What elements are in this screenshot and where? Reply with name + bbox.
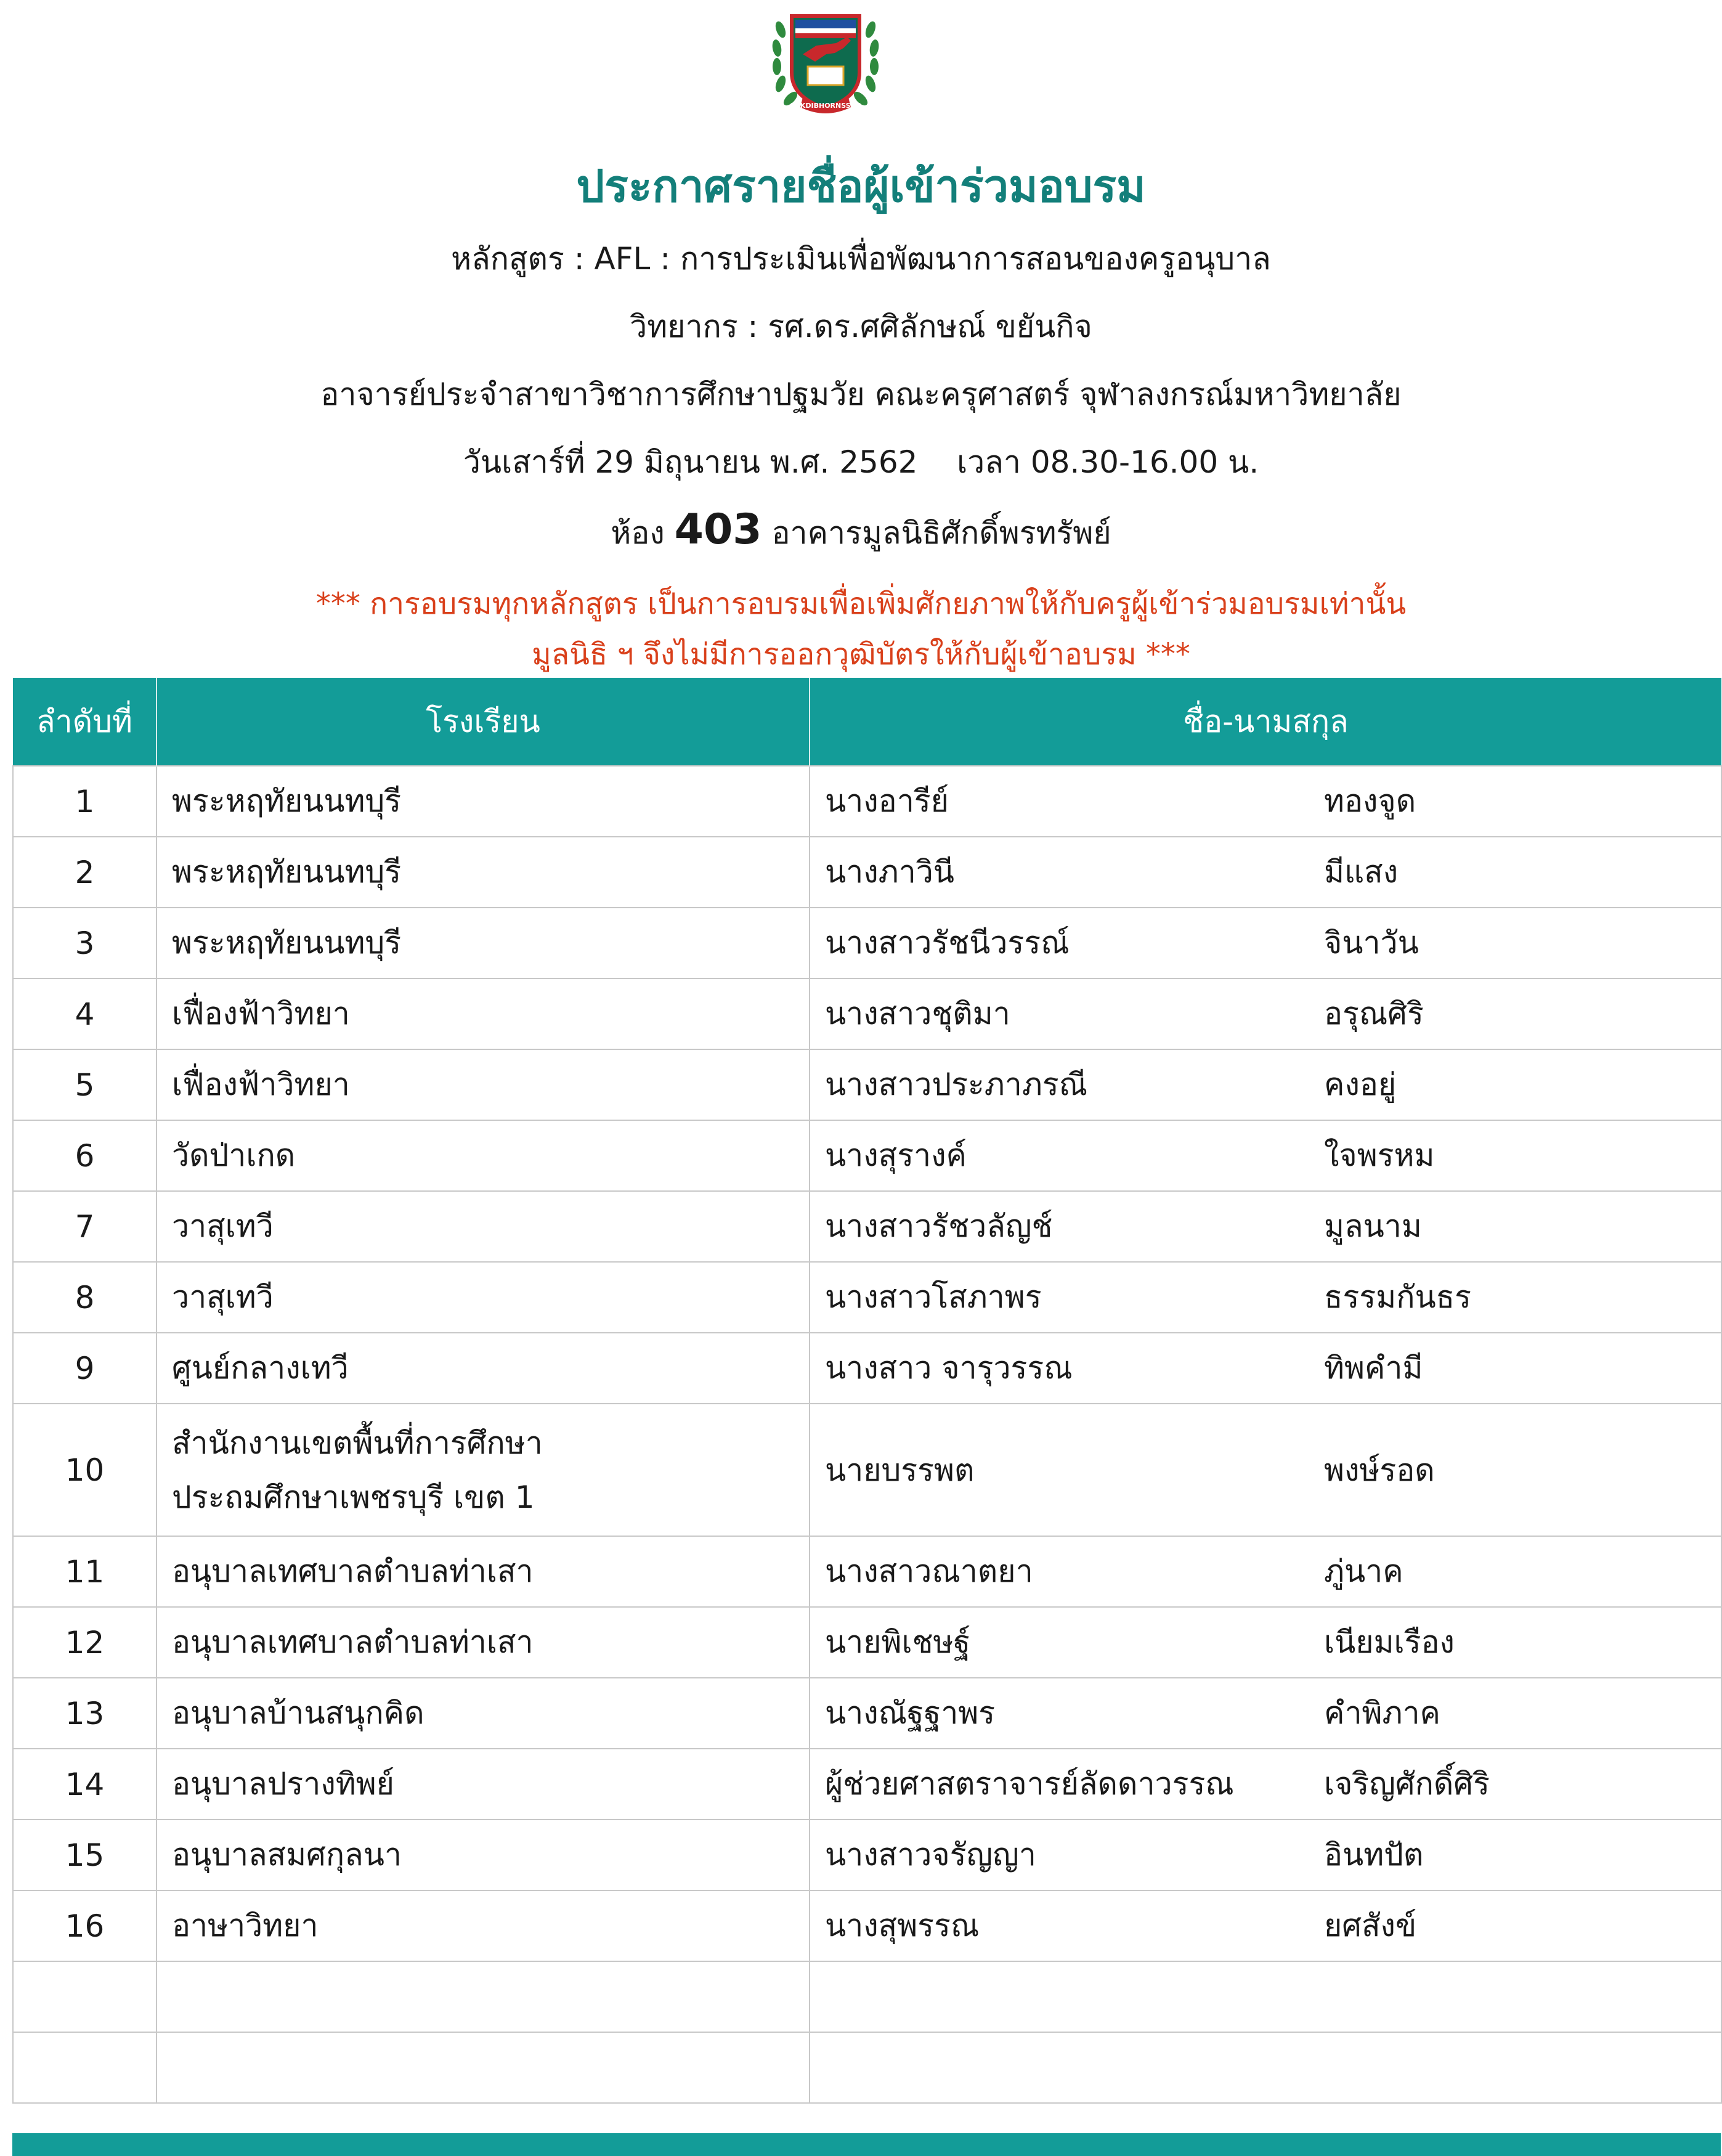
book-icon xyxy=(808,67,843,85)
name-cell xyxy=(810,1049,1721,1120)
table-row xyxy=(13,1536,1721,1607)
first-name: นางสาวโสภาพร xyxy=(825,1279,1042,1315)
empty-row xyxy=(13,1961,1721,2032)
first-name: นางสาวรัชวลัญช์ xyxy=(825,1208,1053,1244)
school-cell: พระหฤทัยนนทบุรี xyxy=(156,908,810,978)
name-cell xyxy=(810,908,1721,978)
last-name: อรุณศิริ xyxy=(1324,996,1424,1031)
affiliation-line: อาจารย์ประจำสาขาวิชาการศึกษาปฐมวัย คณะครุศาสตร์ จุฬาลงกรณ์มหาวิทยาลัย xyxy=(320,376,1402,412)
last-name: มูลนาม xyxy=(1324,1208,1422,1244)
speaker-line: วิทยากร : รศ.ดร.ศศิลักษณ์ ขยันกิจ xyxy=(630,309,1092,344)
last-name: คำพิภาค xyxy=(1324,1695,1440,1731)
notice-line-2: มูลนิธิ ฯ จึงไม่มีการออกวุฒิบัตรให้กับผู้เข้าอบรม *** xyxy=(532,637,1190,672)
row-number: 7 xyxy=(13,1191,156,1262)
row-number: 1 xyxy=(13,766,156,837)
first-name: นางสาวจรัญญา xyxy=(825,1837,1036,1873)
empty-cell xyxy=(156,1961,810,2032)
room-line xyxy=(0,496,1722,564)
first-name: นางอารีย์ xyxy=(825,783,949,819)
empty-row xyxy=(13,2032,1721,2103)
name-cell xyxy=(810,1333,1721,1404)
first-name: นางสุพรรณ xyxy=(825,1908,980,1943)
school-cell: เฟื่องฟ้าวิทยา xyxy=(156,1049,810,1120)
table-row xyxy=(13,1749,1721,1820)
last-name: อินทปัต xyxy=(1324,1837,1424,1873)
school-cell: อนุบาลปรางทิพย์ xyxy=(156,1749,810,1820)
announcement-header xyxy=(0,142,1722,680)
column-header-school: โรงเรียน xyxy=(156,678,810,766)
school-cell: พระหฤทัยนนทบุรี xyxy=(156,766,810,837)
logo-text: SAKDIBHORNSSUP xyxy=(790,102,861,110)
row-number: 2 xyxy=(13,837,156,908)
name-cell xyxy=(810,1191,1721,1262)
first-name: ผู้ช่วยศาสตราจารย์ลัดดาวรรณ xyxy=(825,1766,1234,1802)
name-cell xyxy=(810,837,1721,908)
school-cell xyxy=(156,1404,810,1536)
empty-cell xyxy=(13,2032,156,2103)
name-cell xyxy=(810,1262,1721,1333)
first-name: นางณัฐฐาพร xyxy=(825,1695,996,1731)
name-cell xyxy=(810,766,1721,837)
row-number: 5 xyxy=(13,1049,156,1120)
first-name: นางภาวินี xyxy=(825,854,954,890)
name-cell xyxy=(810,1749,1721,1820)
row-number: 13 xyxy=(13,1678,156,1749)
row-number: 12 xyxy=(13,1607,156,1678)
school-cell: วาสุเทวี xyxy=(156,1262,810,1333)
name-cell xyxy=(810,1820,1721,1890)
page-title: ประกาศรายชื่อผู้เข้าร่วมอบรม xyxy=(576,160,1146,212)
empty-cell xyxy=(13,1961,156,2032)
first-name: นางสาวณาตยา xyxy=(825,1553,1033,1589)
name-cell xyxy=(810,1890,1721,1961)
table-row xyxy=(13,766,1721,837)
table-row xyxy=(13,1120,1721,1191)
last-name: ยศสังข์ xyxy=(1324,1908,1417,1943)
column-header-name: ชื่อ-นามสกุล xyxy=(810,678,1721,766)
first-name: นางสาวรัชนีวรรณ์ xyxy=(825,925,1070,961)
last-name: คงอยู่ xyxy=(1324,1067,1397,1102)
room-prefix: ห้อง xyxy=(611,515,665,551)
name-cell xyxy=(810,1607,1721,1678)
last-name: ทองจูด xyxy=(1324,783,1416,819)
school-cell: อาษาวิทยา xyxy=(156,1890,810,1961)
foundation-logo xyxy=(767,5,884,122)
table-row xyxy=(13,837,1721,908)
last-name: ภู่นาค xyxy=(1324,1553,1403,1589)
empty-cell xyxy=(156,2032,810,2103)
participant-table xyxy=(12,678,1722,2104)
empty-cell xyxy=(810,2032,1721,2103)
table-row xyxy=(13,978,1721,1049)
row-number: 3 xyxy=(13,908,156,978)
row-number: 14 xyxy=(13,1749,156,1820)
school-line-1: สำนักงานเขตพื้นที่การศึกษา xyxy=(172,1425,543,1461)
table-row xyxy=(13,1404,1721,1536)
table-row xyxy=(13,908,1721,978)
first-name: นายพิเชษฐ์ xyxy=(825,1624,971,1660)
first-name: นางสุรางค์ xyxy=(825,1137,967,1173)
school-cell: วาสุเทวี xyxy=(156,1191,810,1262)
row-number: 16 xyxy=(13,1890,156,1961)
first-name: นายบรรพต xyxy=(825,1452,975,1488)
table-row xyxy=(13,1333,1721,1404)
row-number: 9 xyxy=(13,1333,156,1404)
last-name: ใจพรหม xyxy=(1324,1137,1435,1173)
school-line-2: ประถมศึกษาเพชรบุรี เขต 1 xyxy=(172,1479,535,1515)
first-name: นางสาวประภาภรณี xyxy=(825,1067,1088,1102)
last-name: ธรรมกันธร xyxy=(1324,1279,1472,1315)
table-row xyxy=(13,1049,1721,1120)
last-name: จินาวัน xyxy=(1324,925,1419,961)
last-name: ทิพคำมี xyxy=(1324,1350,1423,1386)
school-cell: วัดป่าเกด xyxy=(156,1120,810,1191)
first-name: นางสาว จารุวรรณ xyxy=(825,1350,1073,1386)
school-cell: ศูนย์กลางเทวี xyxy=(156,1333,810,1404)
school-cell: อนุบาลเทศบาลตำบลท่าเสา xyxy=(156,1536,810,1607)
table-row xyxy=(13,1191,1721,1262)
name-cell xyxy=(810,978,1721,1049)
room-number: 403 xyxy=(674,505,762,554)
row-number: 4 xyxy=(13,978,156,1049)
row-number: 15 xyxy=(13,1820,156,1890)
school-cell: อนุบาลเทศบาลตำบลท่าเสา xyxy=(156,1607,810,1678)
date-time-line: วันเสาร์ที่ 29 มิถุนายน พ.ศ. 2562 เวลา 08.30-16.00 น. xyxy=(463,444,1259,480)
last-name: เนียมเรือง xyxy=(1324,1624,1455,1660)
name-cell xyxy=(810,1120,1721,1191)
notice-line-1: *** การอบรมทุกหลักสูตร เป็นการอบรมเพื่อเพิ่มศักยภาพให้กับครูผู้เข้าร่วมอบรมเท่านั้น xyxy=(315,587,1407,621)
last-name: มีแสง xyxy=(1324,854,1399,890)
name-cell xyxy=(810,1678,1721,1749)
table-row xyxy=(13,1678,1721,1749)
school-cell: อนุบาลสมศกุลนา xyxy=(156,1820,810,1890)
course-line: หลักสูตร : AFL : การประเมินเพื่อพัฒนาการสอนของครูอนุบาล xyxy=(451,241,1271,277)
column-header-number: ลำดับที่ xyxy=(13,678,156,766)
table-row xyxy=(13,1890,1721,1961)
name-cell xyxy=(810,1536,1721,1607)
school-cell: อนุบาลบ้านสนุกคิด xyxy=(156,1678,810,1749)
room-building: อาคารมูลนิธิศักดิ์พรทรัพย์ xyxy=(771,515,1111,551)
table-row xyxy=(13,1820,1721,1890)
row-number: 6 xyxy=(13,1120,156,1191)
school-cell: เฟื่องฟ้าวิทยา xyxy=(156,978,810,1049)
first-name: นางสาวชุติมา xyxy=(825,996,1010,1031)
empty-cell xyxy=(810,1961,1721,2032)
school-cell: พระหฤทัยนนทบุรี xyxy=(156,837,810,908)
table-row xyxy=(13,1262,1721,1333)
row-number: 11 xyxy=(13,1536,156,1607)
last-name: พงษ์รอด xyxy=(1324,1452,1435,1488)
table-footer-bar xyxy=(12,2133,1721,2156)
row-number: 10 xyxy=(13,1404,156,1536)
last-name: เจริญศักดิ์ศิริ xyxy=(1324,1766,1490,1802)
table-header-row xyxy=(13,678,1721,766)
row-number: 8 xyxy=(13,1262,156,1333)
table-row xyxy=(13,1607,1721,1678)
name-cell xyxy=(810,1404,1721,1536)
